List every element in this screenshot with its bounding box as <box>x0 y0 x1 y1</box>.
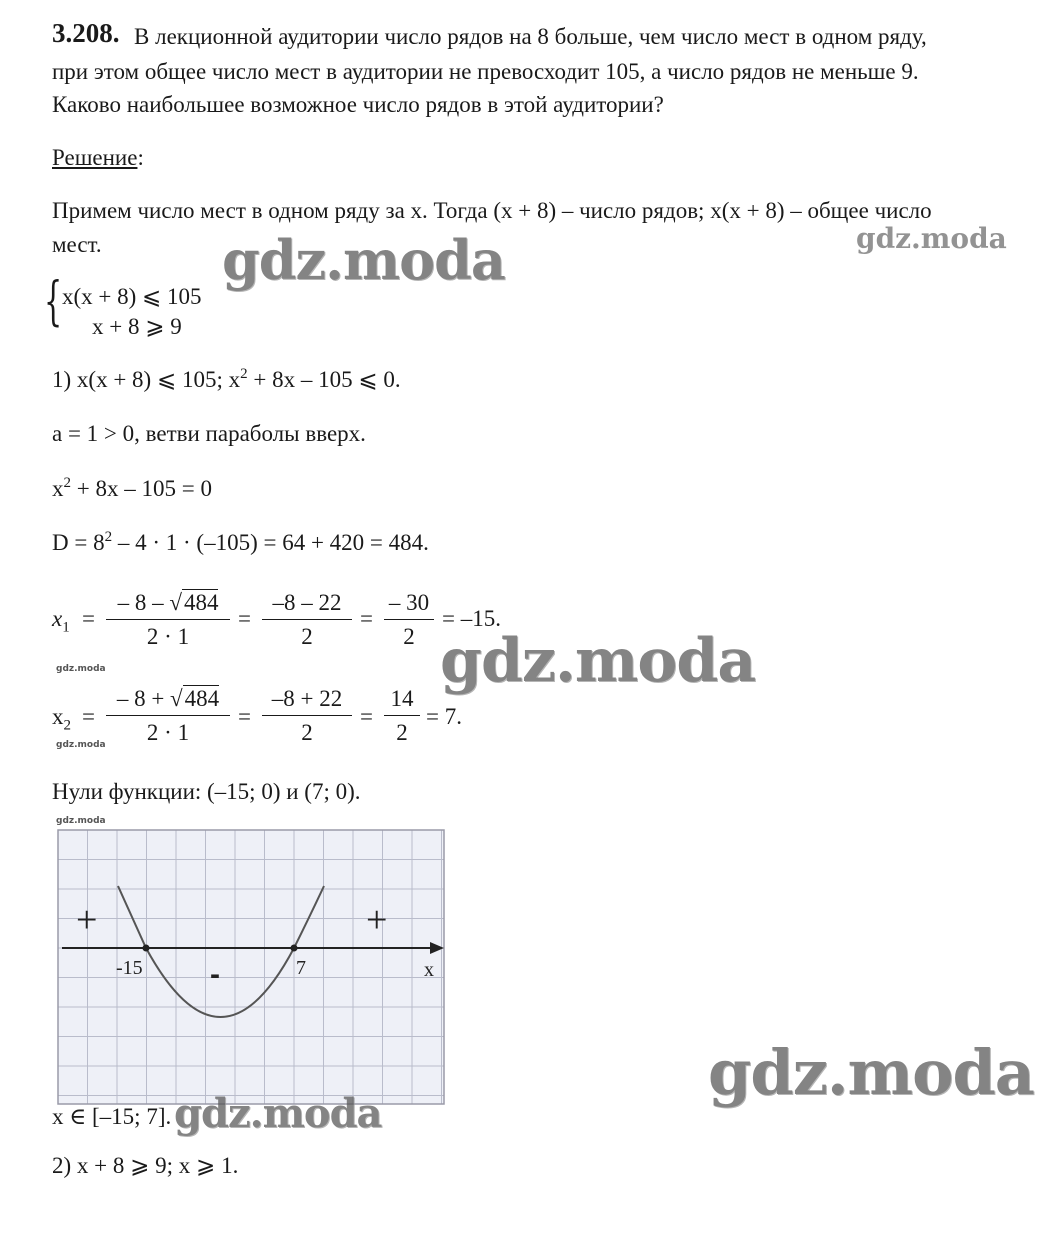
x2-eq-2: = <box>238 704 251 729</box>
system-brace: { <box>44 272 63 332</box>
x1-fraction-3 <box>384 590 434 650</box>
x2-f1-root: 484 <box>184 686 220 711</box>
solution-heading <box>52 145 144 171</box>
x2-label <box>52 704 71 735</box>
x2-result: = 7. <box>426 704 462 729</box>
root-left-dot <box>143 945 150 952</box>
step1-line <box>52 366 401 393</box>
intro-line-2: мест. <box>52 232 102 257</box>
watermark-4: gdz.moda <box>708 1036 1034 1109</box>
discriminant-suffix: – 4 · 1 · (–105) = 64 + 420 = 484. <box>112 530 429 555</box>
equation-exp: 2 <box>63 475 71 491</box>
x2-eq-3: = <box>360 704 373 729</box>
watermark-5: gdz.moda <box>174 1090 382 1137</box>
x2-f2-num: –8 + 22 <box>262 686 352 716</box>
x1-f2-den: 2 <box>301 624 313 649</box>
x1-f1-num: – 8 – √484 <box>106 590 230 620</box>
x1-sub: 1 <box>62 619 70 636</box>
plus-left-sign: + <box>76 899 98 941</box>
x1-f2-num: –8 – 22 <box>262 590 352 620</box>
interval-line: x ∈ [–15; 7]. <box>52 1104 172 1129</box>
x1-fraction-1 <box>106 590 230 650</box>
x1-f1-root: 484 <box>183 590 219 615</box>
x2-f2-den: 2 <box>301 720 313 745</box>
watermark-tiny-2: gdz.moda <box>56 740 106 750</box>
watermark-tiny-3: gdz.moda <box>56 816 106 826</box>
x2-f1-num: – 8 + √484 <box>106 686 230 716</box>
x2-f1-den: 2 · 1 <box>146 720 190 745</box>
x1-fraction-2 <box>262 590 352 650</box>
root-right-dot <box>291 945 298 952</box>
problem-line-2: при этом общее число мест в аудитории не превосходит 105, а число рядов не меньше 9. <box>52 59 919 84</box>
solution-heading-colon: : <box>137 145 144 170</box>
x2-sub: 2 <box>63 717 71 734</box>
step1-exp: 2 <box>240 366 248 382</box>
x1-label <box>52 606 70 637</box>
x1-eq-3: = <box>360 606 373 631</box>
x1-f3-num: – 30 <box>384 590 434 620</box>
root-left-label: -15 <box>116 957 143 979</box>
x1-f1-den: 2 · 1 <box>146 624 190 649</box>
x2-f1-num-a: – 8 + <box>116 686 171 711</box>
problem-number: 3.208. <box>52 18 120 48</box>
equation-suffix: + 8x – 105 = 0 <box>71 476 212 501</box>
x2-f3-num: 14 <box>384 686 420 716</box>
x2-fraction-1 <box>106 686 230 746</box>
watermark-3: gdz.moda <box>440 626 756 696</box>
x2-var: x <box>52 704 64 729</box>
root-right-label: 7 <box>296 957 306 979</box>
x2-fraction-3 <box>384 686 420 746</box>
x2-eq-1: = <box>82 704 95 729</box>
x2-fraction-2 <box>262 686 352 746</box>
branches-line: a = 1 > 0, ветви параболы вверх. <box>52 421 366 446</box>
discriminant-prefix: D = 8 <box>52 530 105 555</box>
solution-heading-text: Решение <box>52 145 138 170</box>
axis-x-label: x <box>424 959 434 981</box>
x1-f1-num-a: – 8 – <box>117 590 170 615</box>
intro-line-1: Примем число мест в одном ряду за x. Тогда (x + 8) – число рядов; x(x + 8) – общее число <box>52 198 932 223</box>
discriminant-line <box>52 529 429 556</box>
x1-f3-den: 2 <box>403 624 415 649</box>
discriminant-exp: 2 <box>104 529 113 545</box>
equation-prefix: x <box>52 476 64 501</box>
equation-line <box>52 475 212 502</box>
watermark-2: gdz.moda <box>856 222 1007 255</box>
plus-right-sign: + <box>366 899 388 941</box>
step1-suffix: + 8x – 105 ⩽ 0. <box>247 367 401 392</box>
watermark-tiny-1: gdz.moda <box>56 664 106 674</box>
minus-sign: - <box>210 958 220 991</box>
x1-var: x <box>52 606 63 631</box>
x2-f3-den: 2 <box>396 720 408 745</box>
watermark-1: gdz.moda <box>222 228 505 292</box>
problem-line-3: Каково наибольшее возможное число рядов в этой аудитории? <box>52 92 664 117</box>
problem-line-1: В лекционной аудитории число рядов на 8 больше, чем число мест в одном ряду, <box>134 24 927 49</box>
step2-line: 2) x + 8 ⩾ 9; x ⩾ 1. <box>52 1153 239 1178</box>
step1-prefix: 1) x(x + 8) ⩽ 105; x <box>52 367 241 392</box>
x1-eq-2: = <box>238 606 251 631</box>
system-eq-1: x(x + 8) ⩽ 105 <box>62 284 202 309</box>
x1-result: = –15. <box>442 606 501 631</box>
zeros-line: Нули функции: (–15; 0) и (7; 0). <box>52 779 361 804</box>
system-eq-2: x + 8 ⩾ 9 <box>92 314 182 339</box>
x1-eq-1: = <box>82 606 95 631</box>
parabola-graph <box>56 828 456 1108</box>
